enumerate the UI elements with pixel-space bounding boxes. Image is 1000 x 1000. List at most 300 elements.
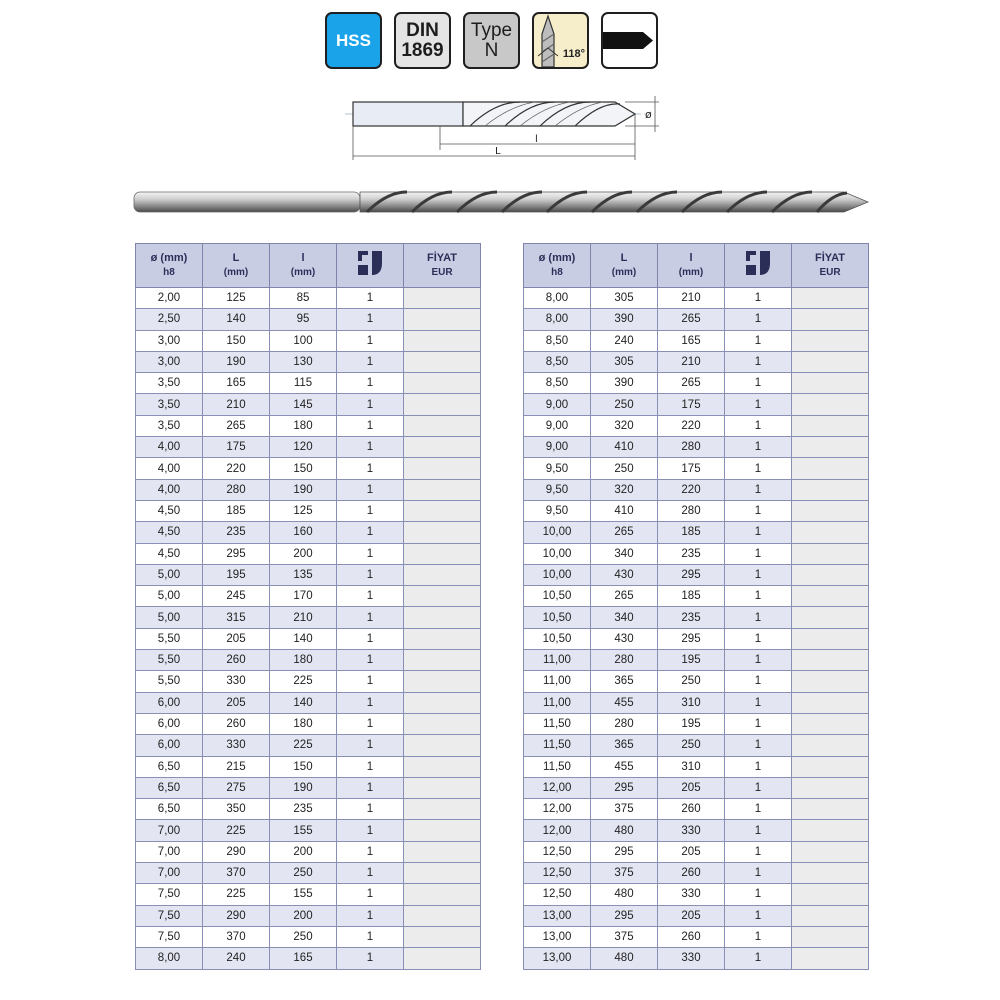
cell-pack-quantity: 1	[337, 735, 404, 756]
header-diameter	[524, 244, 591, 288]
cylindrical-shank-icon	[603, 14, 656, 67]
point-angle-label: 118°	[562, 48, 585, 61]
table-row	[136, 564, 481, 585]
cell-flute-length: 160	[270, 522, 337, 543]
table-row	[524, 288, 869, 309]
cell-flute-length: 195	[658, 713, 725, 734]
cell-price	[404, 713, 481, 734]
cell-flute-length: 210	[658, 351, 725, 372]
table-row	[136, 905, 481, 926]
cell-pack-quantity: 1	[337, 415, 404, 436]
cell-total-length: 365	[591, 735, 658, 756]
cell-flute-length: 205	[658, 777, 725, 798]
cell-flute-length: 200	[270, 543, 337, 564]
cell-flute-length: 265	[658, 373, 725, 394]
cell-diameter: 5,00	[136, 564, 203, 585]
cell-flute-length: 200	[270, 841, 337, 862]
table-row	[136, 799, 481, 820]
cell-diameter: 8,00	[136, 948, 203, 969]
table-row	[524, 671, 869, 692]
cell-diameter: 9,00	[524, 415, 591, 436]
hss-badge	[325, 12, 382, 69]
cell-diameter: 12,50	[524, 863, 591, 884]
cell-price	[792, 330, 869, 351]
cell-flute-length: 150	[270, 458, 337, 479]
cell-price	[404, 777, 481, 798]
cell-diameter: 7,50	[136, 926, 203, 947]
cell-price	[792, 671, 869, 692]
cell-diameter: 12,50	[524, 884, 591, 905]
diameter-symbol: ø	[645, 108, 652, 121]
cell-total-length: 190	[203, 351, 270, 372]
cell-diameter: 4,00	[136, 458, 203, 479]
header-price-label: FİYAT	[815, 252, 845, 265]
cell-flute-length: 260	[658, 863, 725, 884]
cell-flute-length: 225	[270, 671, 337, 692]
cell-price	[404, 650, 481, 671]
cell-pack-quantity: 1	[725, 884, 792, 905]
cell-diameter: 12,50	[524, 841, 591, 862]
cell-price	[792, 713, 869, 734]
cell-pack-quantity: 1	[725, 288, 792, 309]
cell-pack-quantity: 1	[337, 756, 404, 777]
cell-diameter: 4,50	[136, 522, 203, 543]
cell-pack-quantity: 1	[725, 500, 792, 521]
cell-price	[404, 735, 481, 756]
cell-flute-length: 330	[658, 884, 725, 905]
cell-total-length: 305	[591, 288, 658, 309]
cell-price	[792, 884, 869, 905]
cell-total-length: 220	[203, 458, 270, 479]
cell-diameter: 5,00	[136, 586, 203, 607]
cell-pack-quantity: 1	[725, 777, 792, 798]
header-total-length	[203, 244, 270, 288]
cell-pack-quantity: 1	[725, 373, 792, 394]
cell-total-length: 245	[203, 586, 270, 607]
cell-pack-quantity: 1	[337, 288, 404, 309]
cell-pack-quantity: 1	[337, 628, 404, 649]
cell-diameter: 11,00	[524, 650, 591, 671]
cell-pack-quantity: 1	[337, 543, 404, 564]
cell-pack-quantity: 1	[337, 458, 404, 479]
cell-price	[404, 522, 481, 543]
cell-diameter: 9,50	[524, 479, 591, 500]
spec-table-left	[135, 243, 481, 970]
cell-price	[404, 586, 481, 607]
cell-flute-length: 185	[658, 522, 725, 543]
cell-total-length: 365	[591, 671, 658, 692]
cell-price	[792, 799, 869, 820]
cell-pack-quantity: 1	[337, 330, 404, 351]
cell-total-length: 140	[203, 309, 270, 330]
cell-diameter: 4,00	[136, 437, 203, 458]
cell-pack-quantity: 1	[337, 479, 404, 500]
cell-price	[792, 905, 869, 926]
spec-table-right	[523, 243, 869, 970]
cell-pack-quantity: 1	[337, 351, 404, 372]
cell-flute-length: 260	[658, 926, 725, 947]
table-row	[136, 586, 481, 607]
package-quantity-icon	[744, 249, 772, 277]
cell-price	[404, 692, 481, 713]
cell-pack-quantity: 1	[337, 926, 404, 947]
cell-diameter: 10,00	[524, 543, 591, 564]
cell-diameter: 12,00	[524, 777, 591, 798]
din-label: DIN	[406, 19, 439, 41]
header-total-length-sub: (mm)	[611, 267, 637, 279]
cell-flute-length: 310	[658, 692, 725, 713]
table-row	[136, 330, 481, 351]
cell-pack-quantity: 1	[337, 948, 404, 969]
cell-flute-length: 280	[658, 500, 725, 521]
type-label: Type	[470, 19, 513, 41]
cell-total-length: 320	[591, 415, 658, 436]
cell-diameter: 3,00	[136, 330, 203, 351]
din-number: 1869	[401, 39, 444, 61]
header-price-label: FİYAT	[427, 252, 457, 265]
table-row	[136, 841, 481, 862]
cell-diameter: 4,50	[136, 500, 203, 521]
cell-price	[792, 394, 869, 415]
cell-price	[792, 863, 869, 884]
cell-pack-quantity: 1	[725, 650, 792, 671]
cell-price	[792, 309, 869, 330]
cell-pack-quantity: 1	[725, 522, 792, 543]
cell-pack-quantity: 1	[337, 586, 404, 607]
cell-pack-quantity: 1	[725, 607, 792, 628]
cell-total-length: 280	[591, 650, 658, 671]
cell-total-length: 375	[591, 799, 658, 820]
header-total-length	[591, 244, 658, 288]
cell-total-length: 210	[203, 394, 270, 415]
cell-price	[792, 288, 869, 309]
shank-badge	[601, 12, 658, 69]
cell-diameter: 10,00	[524, 564, 591, 585]
cell-flute-length: 100	[270, 330, 337, 351]
cell-flute-length: 115	[270, 373, 337, 394]
cell-pack-quantity: 1	[725, 330, 792, 351]
cell-price	[792, 820, 869, 841]
cell-price	[404, 373, 481, 394]
cell-diameter: 7,00	[136, 820, 203, 841]
cell-flute-length: 130	[270, 351, 337, 372]
cell-diameter: 6,00	[136, 735, 203, 756]
cell-pack-quantity: 1	[725, 735, 792, 756]
cell-flute-length: 205	[658, 841, 725, 862]
cell-flute-length: 295	[658, 628, 725, 649]
cell-pack-quantity: 1	[725, 756, 792, 777]
cell-flute-length: 170	[270, 586, 337, 607]
table-row	[524, 543, 869, 564]
table-row	[136, 948, 481, 969]
cell-pack-quantity: 1	[725, 713, 792, 734]
din-standard-badge	[394, 12, 451, 69]
cell-total-length: 260	[203, 650, 270, 671]
cell-diameter: 9,50	[524, 500, 591, 521]
cell-flute-length: 235	[658, 607, 725, 628]
cell-flute-length: 140	[270, 628, 337, 649]
drill-dimension-diagram	[345, 92, 665, 164]
cell-total-length: 455	[591, 756, 658, 777]
cell-total-length: 410	[591, 437, 658, 458]
cell-flute-length: 165	[658, 330, 725, 351]
cell-flute-length: 250	[658, 735, 725, 756]
cell-pack-quantity: 1	[337, 564, 404, 585]
cell-total-length: 280	[203, 479, 270, 500]
cell-diameter: 10,00	[524, 522, 591, 543]
cell-price	[404, 543, 481, 564]
cell-flute-length: 85	[270, 288, 337, 309]
cell-diameter: 5,50	[136, 650, 203, 671]
cell-diameter: 6,50	[136, 777, 203, 798]
table-header-row	[524, 244, 869, 288]
cell-diameter: 2,00	[136, 288, 203, 309]
cell-total-length: 225	[203, 820, 270, 841]
cell-flute-length: 235	[270, 799, 337, 820]
table-row	[524, 330, 869, 351]
table-row	[524, 479, 869, 500]
cell-price	[404, 799, 481, 820]
table-row	[136, 437, 481, 458]
cell-flute-length: 250	[658, 671, 725, 692]
cell-diameter: 3,50	[136, 373, 203, 394]
table-row	[136, 309, 481, 330]
cell-total-length: 235	[203, 522, 270, 543]
header-total-length-sub: (mm)	[223, 267, 249, 279]
cell-price	[792, 948, 869, 969]
cell-flute-length: 250	[270, 926, 337, 947]
cell-total-length: 280	[591, 713, 658, 734]
cell-flute-length: 220	[658, 479, 725, 500]
cell-flute-length: 135	[270, 564, 337, 585]
table-row	[136, 415, 481, 436]
cell-flute-length: 180	[270, 415, 337, 436]
cell-pack-quantity: 1	[337, 820, 404, 841]
header-flute-length	[658, 244, 725, 288]
cell-flute-length: 155	[270, 820, 337, 841]
cell-price	[792, 437, 869, 458]
cell-pack-quantity: 1	[337, 905, 404, 926]
cell-flute-length: 210	[658, 288, 725, 309]
cell-price	[404, 628, 481, 649]
cell-flute-length: 220	[658, 415, 725, 436]
table-row	[524, 564, 869, 585]
cell-diameter: 7,00	[136, 841, 203, 862]
cell-pack-quantity: 1	[337, 863, 404, 884]
cell-flute-length: 190	[270, 777, 337, 798]
cell-diameter: 8,00	[524, 309, 591, 330]
cell-price	[792, 458, 869, 479]
cell-diameter: 7,00	[136, 863, 203, 884]
cell-total-length: 330	[203, 735, 270, 756]
drill-bit-image	[132, 184, 872, 224]
table-row	[524, 905, 869, 926]
cell-price	[404, 479, 481, 500]
table-row	[136, 373, 481, 394]
cell-price	[792, 373, 869, 394]
cell-total-length: 250	[591, 394, 658, 415]
cell-price	[404, 756, 481, 777]
cell-pack-quantity: 1	[725, 820, 792, 841]
table-row	[136, 607, 481, 628]
cell-diameter: 9,50	[524, 458, 591, 479]
cell-price	[792, 522, 869, 543]
cell-price	[792, 415, 869, 436]
cell-price	[404, 564, 481, 585]
cell-price	[404, 330, 481, 351]
table-row	[136, 692, 481, 713]
cell-total-length: 480	[591, 884, 658, 905]
cell-total-length: 305	[591, 351, 658, 372]
table-row	[136, 735, 481, 756]
table-row	[524, 650, 869, 671]
cell-pack-quantity: 1	[337, 394, 404, 415]
header-pack-quantity	[725, 244, 792, 288]
cell-total-length: 240	[591, 330, 658, 351]
cell-total-length: 290	[203, 841, 270, 862]
cell-flute-length: 260	[658, 799, 725, 820]
header-price	[404, 244, 481, 288]
cell-pack-quantity: 1	[725, 564, 792, 585]
table-row	[136, 394, 481, 415]
cell-diameter: 11,50	[524, 713, 591, 734]
cell-pack-quantity: 1	[725, 586, 792, 607]
table-row	[136, 522, 481, 543]
cell-total-length: 165	[203, 373, 270, 394]
type-value: N	[484, 39, 499, 61]
cell-diameter: 6,00	[136, 692, 203, 713]
cell-price	[404, 607, 481, 628]
cell-flute-length: 210	[270, 607, 337, 628]
cell-total-length: 315	[203, 607, 270, 628]
cell-total-length: 250	[591, 458, 658, 479]
cell-price	[404, 458, 481, 479]
cell-diameter: 11,00	[524, 671, 591, 692]
cell-total-length: 150	[203, 330, 270, 351]
cell-pack-quantity: 1	[725, 799, 792, 820]
cell-pack-quantity: 1	[725, 841, 792, 862]
table-row	[136, 500, 481, 521]
cell-total-length: 185	[203, 500, 270, 521]
cell-total-length: 370	[203, 926, 270, 947]
cell-diameter: 11,00	[524, 692, 591, 713]
table-row	[136, 671, 481, 692]
table-row	[524, 735, 869, 756]
cell-price	[404, 309, 481, 330]
cell-diameter: 12,00	[524, 799, 591, 820]
cell-pack-quantity: 1	[725, 458, 792, 479]
cell-flute-length: 150	[270, 756, 337, 777]
cell-diameter: 3,50	[136, 394, 203, 415]
cell-price	[792, 926, 869, 947]
cell-total-length: 225	[203, 884, 270, 905]
cell-total-length: 390	[591, 373, 658, 394]
cell-pack-quantity: 1	[337, 373, 404, 394]
cell-pack-quantity: 1	[337, 607, 404, 628]
cell-total-length: 195	[203, 564, 270, 585]
cell-pack-quantity: 1	[337, 437, 404, 458]
cell-diameter: 5,50	[136, 671, 203, 692]
cell-diameter: 11,50	[524, 756, 591, 777]
table-row	[136, 479, 481, 500]
cell-flute-length: 95	[270, 309, 337, 330]
cell-diameter: 6,50	[136, 756, 203, 777]
cell-flute-length: 175	[658, 394, 725, 415]
cell-diameter: 3,00	[136, 351, 203, 372]
table-row	[524, 309, 869, 330]
cell-total-length: 265	[203, 415, 270, 436]
cell-flute-length: 180	[270, 650, 337, 671]
table-row	[524, 415, 869, 436]
cell-total-length: 295	[591, 905, 658, 926]
table-row	[524, 586, 869, 607]
cell-price	[404, 841, 481, 862]
table-row	[524, 437, 869, 458]
cell-total-length: 370	[203, 863, 270, 884]
table-row	[524, 863, 869, 884]
table-row	[524, 628, 869, 649]
cell-flute-length: 330	[658, 948, 725, 969]
cell-pack-quantity: 1	[725, 543, 792, 564]
table-row	[136, 713, 481, 734]
hss-label: HSS	[336, 30, 371, 50]
header-price-sub: EUR	[819, 267, 841, 279]
cell-diameter: 5,00	[136, 607, 203, 628]
table-row	[136, 863, 481, 884]
package-quantity-icon	[356, 249, 384, 277]
cell-flute-length: 235	[658, 543, 725, 564]
cell-total-length: 390	[591, 309, 658, 330]
cell-flute-length: 140	[270, 692, 337, 713]
cell-pack-quantity: 1	[725, 479, 792, 500]
cell-diameter: 13,00	[524, 905, 591, 926]
cell-diameter: 10,50	[524, 586, 591, 607]
cell-total-length: 265	[591, 522, 658, 543]
type-badge	[463, 12, 520, 69]
cell-price	[404, 820, 481, 841]
cell-flute-length: 330	[658, 820, 725, 841]
cell-diameter: 13,00	[524, 948, 591, 969]
cell-flute-length: 200	[270, 905, 337, 926]
cell-pack-quantity: 1	[725, 437, 792, 458]
cell-diameter: 12,00	[524, 820, 591, 841]
cell-pack-quantity: 1	[725, 309, 792, 330]
cell-flute-length: 120	[270, 437, 337, 458]
table-row	[524, 756, 869, 777]
table-row	[136, 543, 481, 564]
cell-price	[792, 650, 869, 671]
cell-price	[404, 884, 481, 905]
table-header-row	[136, 244, 481, 288]
cell-total-length: 215	[203, 756, 270, 777]
table-row	[524, 820, 869, 841]
table-row	[524, 841, 869, 862]
cell-total-length: 295	[591, 841, 658, 862]
cell-diameter: 7,50	[136, 884, 203, 905]
cell-total-length: 295	[203, 543, 270, 564]
table-body-right	[524, 288, 869, 970]
cell-total-length: 350	[203, 799, 270, 820]
cell-diameter: 11,50	[524, 735, 591, 756]
cell-total-length: 205	[203, 628, 270, 649]
cell-total-length: 175	[203, 437, 270, 458]
cell-flute-length: 155	[270, 884, 337, 905]
cell-flute-length: 265	[658, 309, 725, 330]
cell-diameter: 13,00	[524, 926, 591, 947]
cell-price	[404, 905, 481, 926]
cell-diameter: 8,00	[524, 288, 591, 309]
table-row	[136, 628, 481, 649]
